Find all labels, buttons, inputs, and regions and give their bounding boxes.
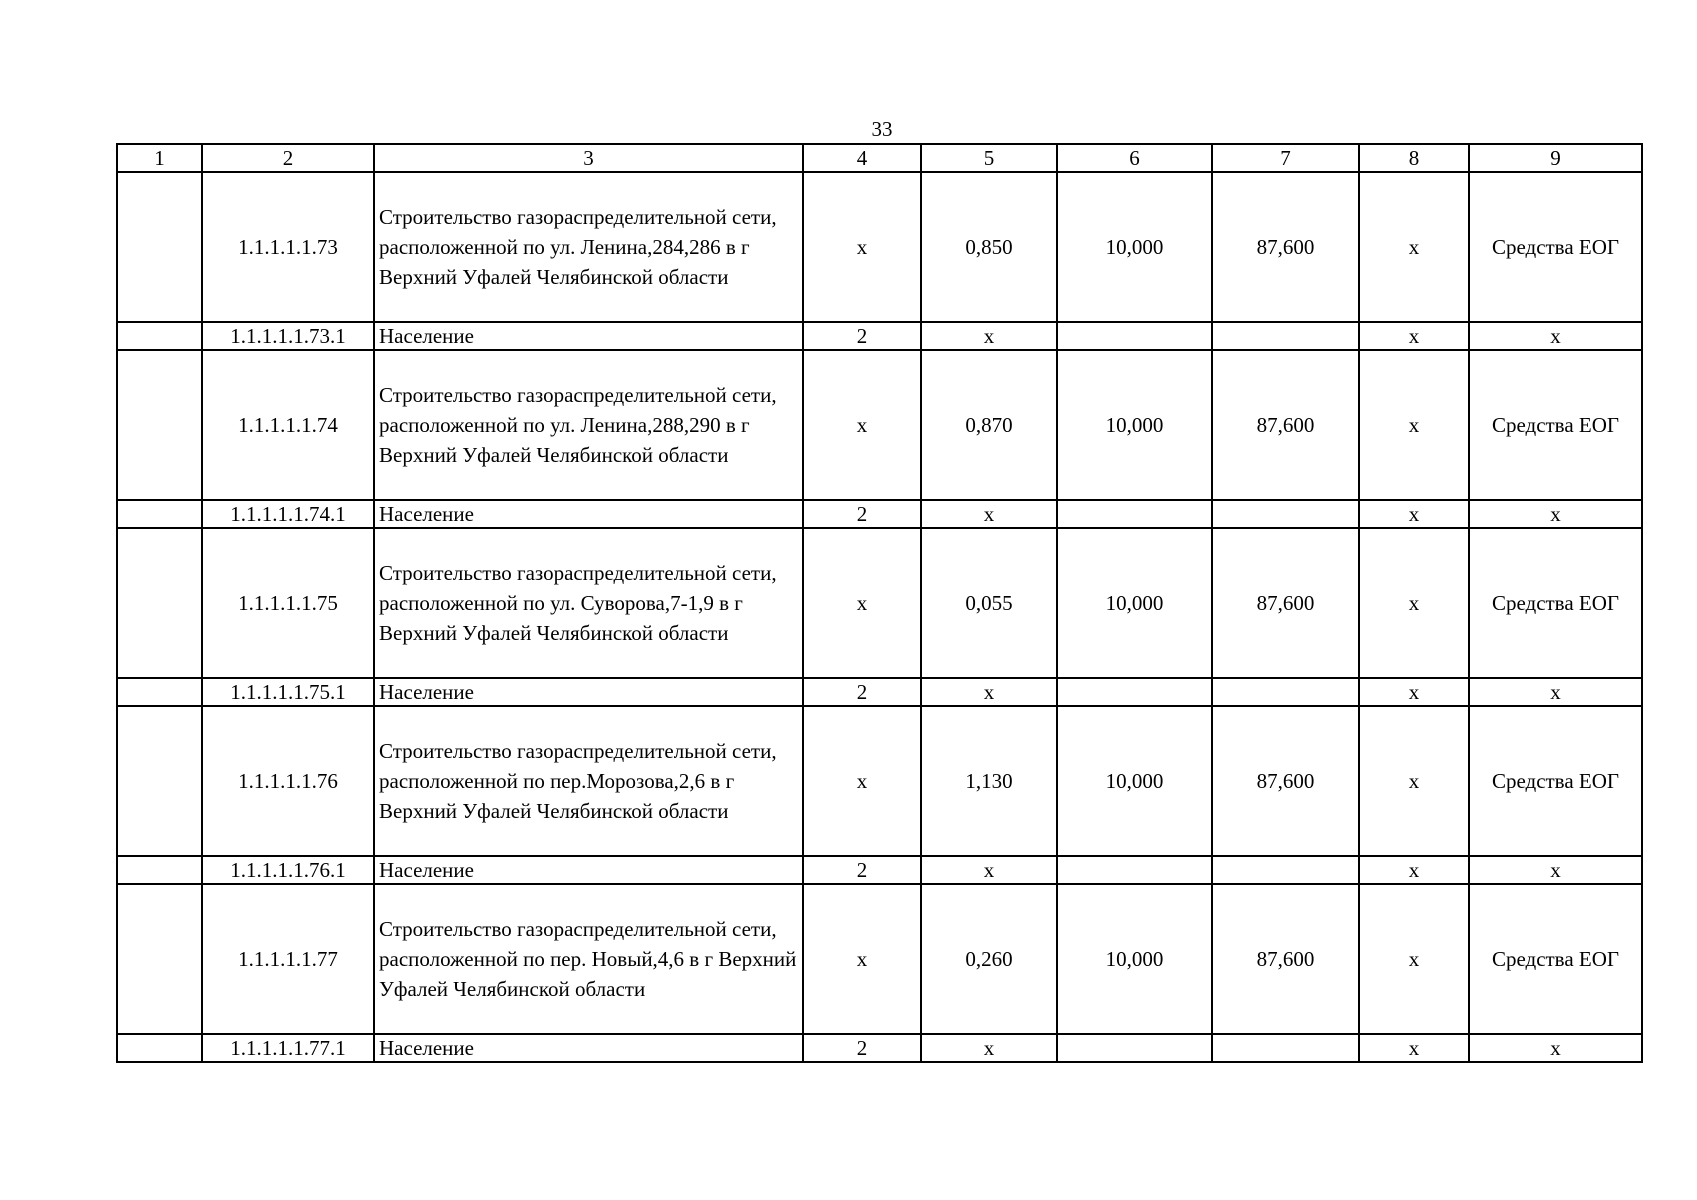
cell-col-9: Средства ЕОГ bbox=[1469, 350, 1642, 500]
cell-col-6: 10,000 bbox=[1057, 172, 1212, 322]
column-number: 5 bbox=[921, 144, 1057, 172]
table-subrow bbox=[117, 678, 1642, 706]
cell-col-8: х bbox=[1359, 172, 1469, 322]
column-number: 4 bbox=[803, 144, 921, 172]
cell-col-8: х bbox=[1359, 856, 1469, 884]
cell-col-5: х bbox=[921, 856, 1057, 884]
cell-col-9: х bbox=[1469, 856, 1642, 884]
table-row bbox=[117, 884, 1642, 1034]
item-description: Население bbox=[374, 1034, 803, 1062]
cell-col-4: х bbox=[803, 884, 921, 1034]
cell-col-9: х bbox=[1469, 678, 1642, 706]
column-number: 3 bbox=[374, 144, 803, 172]
cell-col-6 bbox=[1057, 678, 1212, 706]
cell-col-9: х bbox=[1469, 500, 1642, 528]
cell-col-4: х bbox=[803, 706, 921, 856]
table-subrow bbox=[117, 856, 1642, 884]
cell-col-6: 10,000 bbox=[1057, 528, 1212, 678]
cell-col-4: х bbox=[803, 172, 921, 322]
page-number: 33 bbox=[871, 117, 893, 141]
cell-col-9: х bbox=[1469, 1034, 1642, 1062]
item-description: Население bbox=[374, 678, 803, 706]
cell-col-9: Средства ЕОГ bbox=[1469, 528, 1642, 678]
column-number-row bbox=[117, 144, 1642, 172]
cell-col-1 bbox=[117, 322, 202, 350]
table-subrow bbox=[117, 1034, 1642, 1062]
cell-col-5: х bbox=[921, 500, 1057, 528]
cell-col-4: х bbox=[803, 350, 921, 500]
cell-col-9: Средства ЕОГ bbox=[1469, 706, 1642, 856]
cell-col-8: х bbox=[1359, 322, 1469, 350]
item-description: Население bbox=[374, 500, 803, 528]
item-code: 1.1.1.1.1.73.1 bbox=[202, 322, 374, 350]
cell-col-6 bbox=[1057, 500, 1212, 528]
cell-col-7 bbox=[1212, 1034, 1359, 1062]
cell-col-1 bbox=[117, 884, 202, 1034]
item-description: Строительство газораспределительной сети, расположенной по ул. Ленина,288,290 в г Верхний Уфалей Челябинской области bbox=[374, 350, 803, 500]
item-description: Строительство газораспределительной сети, расположенной по ул. Суворова,7-1,9 в г Верхний Уфалей Челябинской области bbox=[374, 528, 803, 678]
cell-col-5: 0,260 bbox=[921, 884, 1057, 1034]
item-code: 1.1.1.1.1.76 bbox=[202, 706, 374, 856]
cell-col-9: х bbox=[1469, 322, 1642, 350]
cell-col-5: 1,130 bbox=[921, 706, 1057, 856]
table-subrow bbox=[117, 322, 1642, 350]
item-description: Население bbox=[374, 322, 803, 350]
cell-col-7 bbox=[1212, 856, 1359, 884]
cell-col-1 bbox=[117, 350, 202, 500]
item-code: 1.1.1.1.1.75 bbox=[202, 528, 374, 678]
item-code: 1.1.1.1.1.77.1 bbox=[202, 1034, 374, 1062]
column-number: 8 bbox=[1359, 144, 1469, 172]
item-description: Строительство газораспределительной сети, расположенной по ул. Ленина,284,286 в г Верхний Уфалей Челябинской области bbox=[374, 172, 803, 322]
cell-col-4: 2 bbox=[803, 856, 921, 884]
item-code: 1.1.1.1.1.75.1 bbox=[202, 678, 374, 706]
table-row bbox=[117, 172, 1642, 322]
cell-col-1 bbox=[117, 678, 202, 706]
cell-col-1 bbox=[117, 706, 202, 856]
table-row bbox=[117, 706, 1642, 856]
column-number: 1 bbox=[117, 144, 202, 172]
cell-col-8: х bbox=[1359, 1034, 1469, 1062]
item-description: Население bbox=[374, 856, 803, 884]
table-row bbox=[117, 350, 1642, 500]
cell-col-6 bbox=[1057, 856, 1212, 884]
item-code: 1.1.1.1.1.73 bbox=[202, 172, 374, 322]
cell-col-8: х bbox=[1359, 678, 1469, 706]
cell-col-7: 87,600 bbox=[1212, 706, 1359, 856]
cell-col-6 bbox=[1057, 322, 1212, 350]
cell-col-1 bbox=[117, 528, 202, 678]
cell-col-1 bbox=[117, 500, 202, 528]
cell-col-4: 2 bbox=[803, 1034, 921, 1062]
column-number: 9 bbox=[1469, 144, 1642, 172]
cell-col-4: 2 bbox=[803, 322, 921, 350]
cell-col-1 bbox=[117, 1034, 202, 1062]
cell-col-8: х bbox=[1359, 500, 1469, 528]
cell-col-4: х bbox=[803, 528, 921, 678]
column-number: 6 bbox=[1057, 144, 1212, 172]
cell-col-5: 0,870 bbox=[921, 350, 1057, 500]
cell-col-1 bbox=[117, 856, 202, 884]
cell-col-8: х bbox=[1359, 884, 1469, 1034]
item-description: Строительство газораспределительной сети, расположенной по пер.Морозова,2,6 в г Верхний Уфалей Челябинской области bbox=[374, 706, 803, 856]
cell-col-6: 10,000 bbox=[1057, 706, 1212, 856]
table-row bbox=[117, 528, 1642, 678]
column-number: 2 bbox=[202, 144, 374, 172]
item-code: 1.1.1.1.1.74.1 bbox=[202, 500, 374, 528]
cell-col-8: х bbox=[1359, 528, 1469, 678]
cell-col-6 bbox=[1057, 1034, 1212, 1062]
cell-col-5: 0,055 bbox=[921, 528, 1057, 678]
cell-col-5: 0,850 bbox=[921, 172, 1057, 322]
cell-col-4: 2 bbox=[803, 678, 921, 706]
item-code: 1.1.1.1.1.76.1 bbox=[202, 856, 374, 884]
cell-col-4: 2 bbox=[803, 500, 921, 528]
column-number: 7 bbox=[1212, 144, 1359, 172]
cell-col-7: 87,600 bbox=[1212, 172, 1359, 322]
cell-col-9: Средства ЕОГ bbox=[1469, 884, 1642, 1034]
program-table bbox=[116, 143, 1643, 1063]
item-code: 1.1.1.1.1.74 bbox=[202, 350, 374, 500]
cell-col-5: х bbox=[921, 678, 1057, 706]
cell-col-5: х bbox=[921, 1034, 1057, 1062]
cell-col-7 bbox=[1212, 500, 1359, 528]
cell-col-1 bbox=[117, 172, 202, 322]
cell-col-7: 87,600 bbox=[1212, 528, 1359, 678]
cell-col-7 bbox=[1212, 322, 1359, 350]
cell-col-5: х bbox=[921, 322, 1057, 350]
cell-col-7: 87,600 bbox=[1212, 350, 1359, 500]
item-description: Строительство газораспределительной сети, расположенной по пер. Новый,4,6 в г Верхний Уфалей Челябинской области bbox=[374, 884, 803, 1034]
cell-col-6: 10,000 bbox=[1057, 350, 1212, 500]
cell-col-6: 10,000 bbox=[1057, 884, 1212, 1034]
cell-col-8: х bbox=[1359, 706, 1469, 856]
cell-col-9: Средства ЕОГ bbox=[1469, 172, 1642, 322]
cell-col-7 bbox=[1212, 678, 1359, 706]
item-code: 1.1.1.1.1.77 bbox=[202, 884, 374, 1034]
table-subrow bbox=[117, 500, 1642, 528]
cell-col-7: 87,600 bbox=[1212, 884, 1359, 1034]
cell-col-8: х bbox=[1359, 350, 1469, 500]
